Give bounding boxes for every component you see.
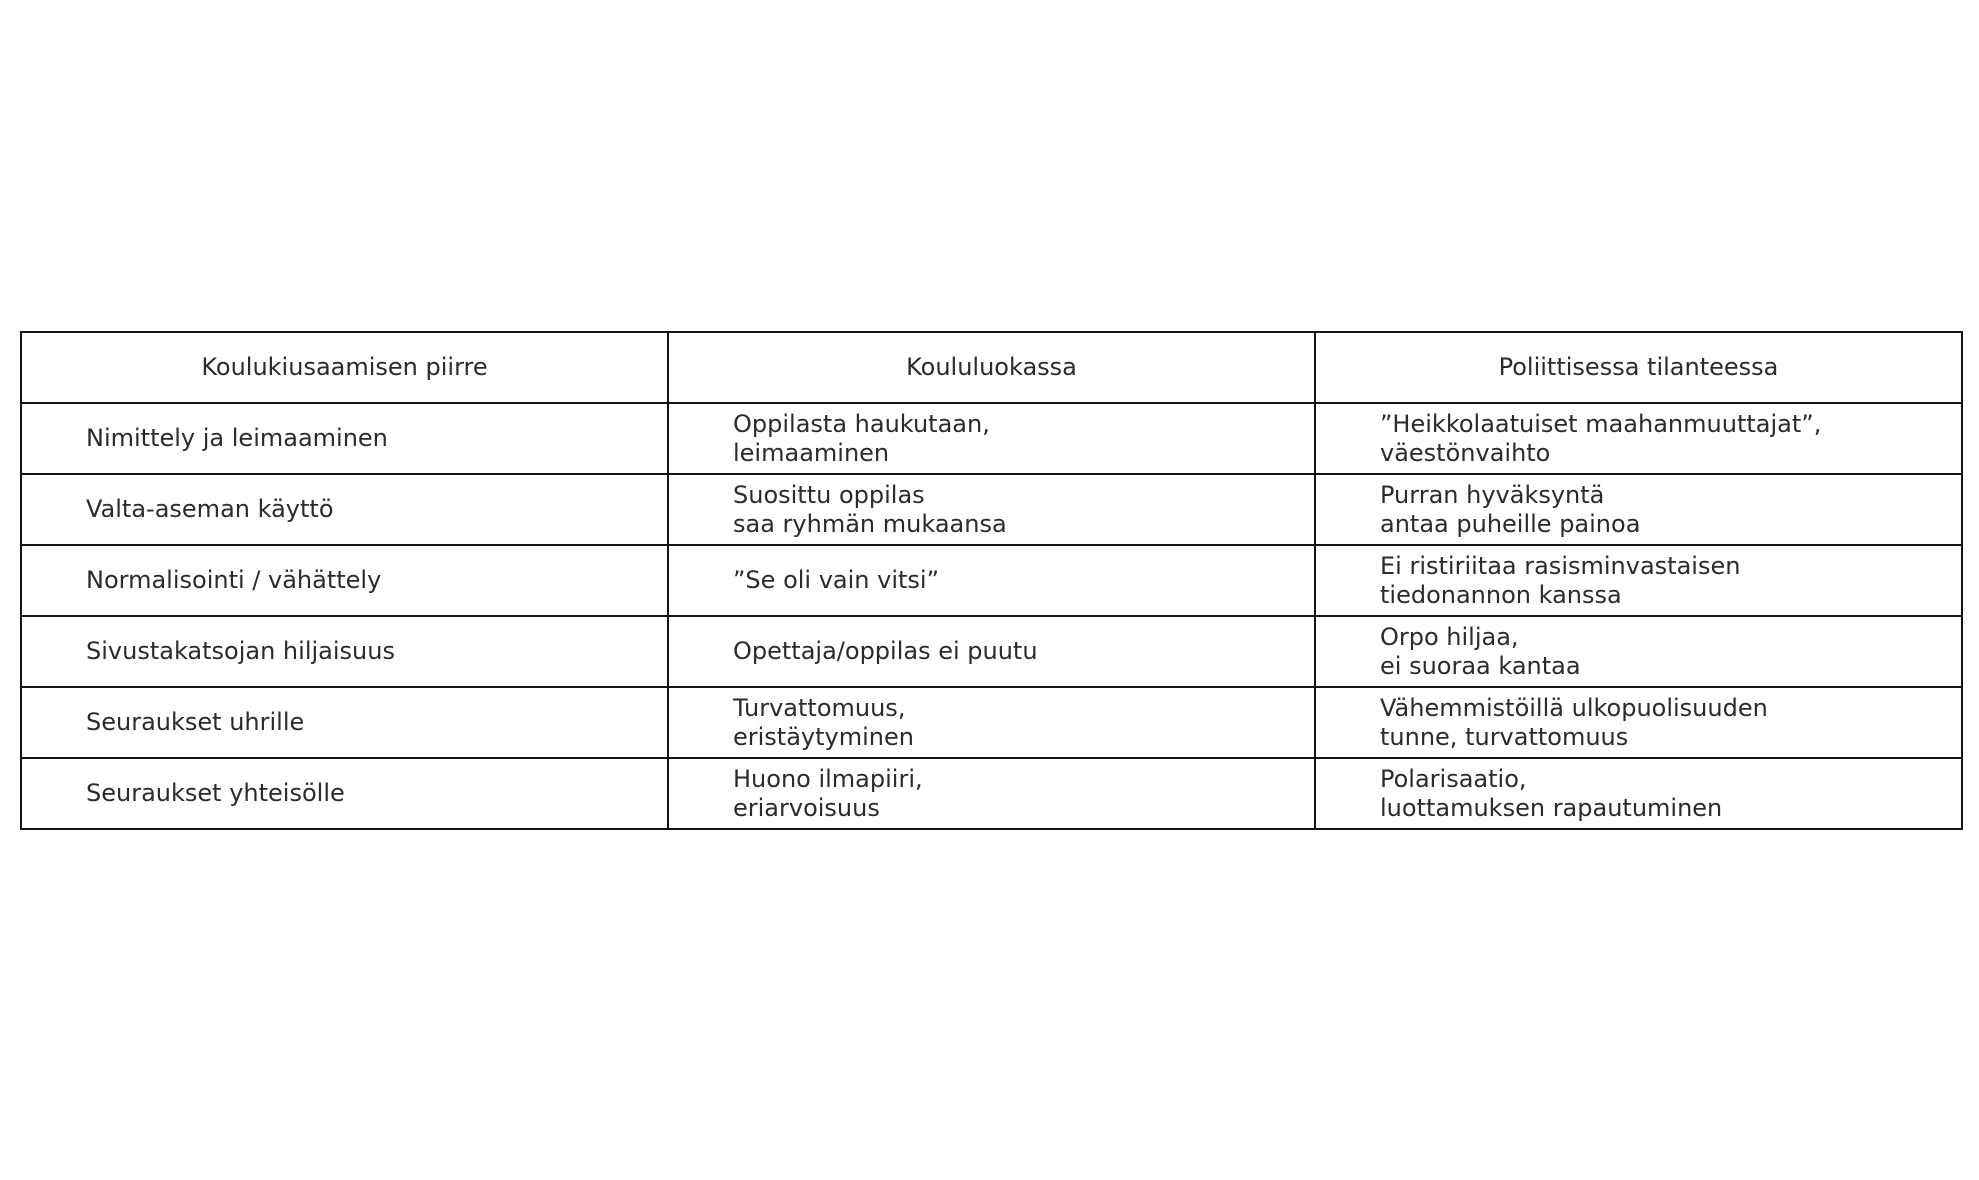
cell-classroom xyxy=(668,616,1315,687)
cell-classroom xyxy=(668,758,1315,829)
cell-political xyxy=(1315,616,1962,687)
cell-political xyxy=(1315,403,1962,474)
cell-feature xyxy=(21,403,668,474)
cell-text: Normalisointi / vähättely xyxy=(86,566,382,594)
cell-classroom xyxy=(668,687,1315,758)
cell-text: Orpo hiljaa, xyxy=(1380,622,1519,651)
cell-text: Seuraukset yhteisölle xyxy=(86,779,345,807)
cell-text: Huono ilmapiiri, xyxy=(733,764,923,793)
cell-text: ”Se oli vain vitsi” xyxy=(733,566,940,594)
cell-text: Opettaja/oppilas ei puutu xyxy=(733,637,1038,665)
cell-text: Valta-aseman käyttö xyxy=(86,495,334,523)
cell-feature xyxy=(21,474,668,545)
cell-text: leimaaminen xyxy=(733,438,890,467)
table-row xyxy=(21,758,1962,829)
cell-text: Sivustakatsojan hiljaisuus xyxy=(86,637,395,665)
cell-text: Suosittu oppilas xyxy=(733,480,925,509)
cell-classroom xyxy=(668,545,1315,616)
cell-text: Seuraukset uhrille xyxy=(86,708,305,736)
cell-feature xyxy=(21,616,668,687)
table-header-row xyxy=(21,332,1962,403)
table-row xyxy=(21,474,1962,545)
cell-text: tiedonannon kanssa xyxy=(1380,580,1622,609)
cell-text: Turvattomuus, xyxy=(733,693,906,722)
cell-text: saa ryhmän mukaansa xyxy=(733,509,1007,538)
header-political: Poliittisessa tilanteessa xyxy=(1315,332,1962,403)
table-row xyxy=(21,687,1962,758)
cell-text: Nimittely ja leimaaminen xyxy=(86,424,388,452)
cell-classroom xyxy=(668,474,1315,545)
cell-political xyxy=(1315,687,1962,758)
cell-classroom xyxy=(668,403,1315,474)
cell-feature xyxy=(21,687,668,758)
cell-text: eristäytyminen xyxy=(733,722,914,751)
cell-text: Ei ristiriitaa rasisminvastaisen xyxy=(1380,551,1741,580)
cell-political xyxy=(1315,545,1962,616)
table-row xyxy=(21,616,1962,687)
cell-text: ”Heikkolaatuiset maahanmuuttajat”, xyxy=(1380,409,1822,438)
header-feature: Koulukiusaamisen piirre xyxy=(21,332,668,403)
cell-political xyxy=(1315,474,1962,545)
table-row xyxy=(21,545,1962,616)
cell-text: Purran hyväksyntä xyxy=(1380,480,1605,509)
comparison-table-container xyxy=(20,331,1961,830)
cell-text: luottamuksen rapautuminen xyxy=(1380,793,1723,822)
cell-political xyxy=(1315,758,1962,829)
cell-text: eriarvoisuus xyxy=(733,793,880,822)
comparison-table xyxy=(20,331,1963,830)
cell-text: Vähemmistöillä ulkopuolisuuden xyxy=(1380,693,1768,722)
cell-text: antaa puheille painoa xyxy=(1380,509,1641,538)
cell-text: Oppilasta haukutaan, xyxy=(733,409,990,438)
cell-text: tunne, turvattomuus xyxy=(1380,722,1629,751)
table-row xyxy=(21,403,1962,474)
cell-feature xyxy=(21,545,668,616)
header-classroom: Koululuokassa xyxy=(668,332,1315,403)
cell-text: ei suoraa kantaa xyxy=(1380,651,1581,680)
cell-text: väestönvaihto xyxy=(1380,438,1551,467)
cell-feature xyxy=(21,758,668,829)
cell-text: Polarisaatio, xyxy=(1380,764,1527,793)
